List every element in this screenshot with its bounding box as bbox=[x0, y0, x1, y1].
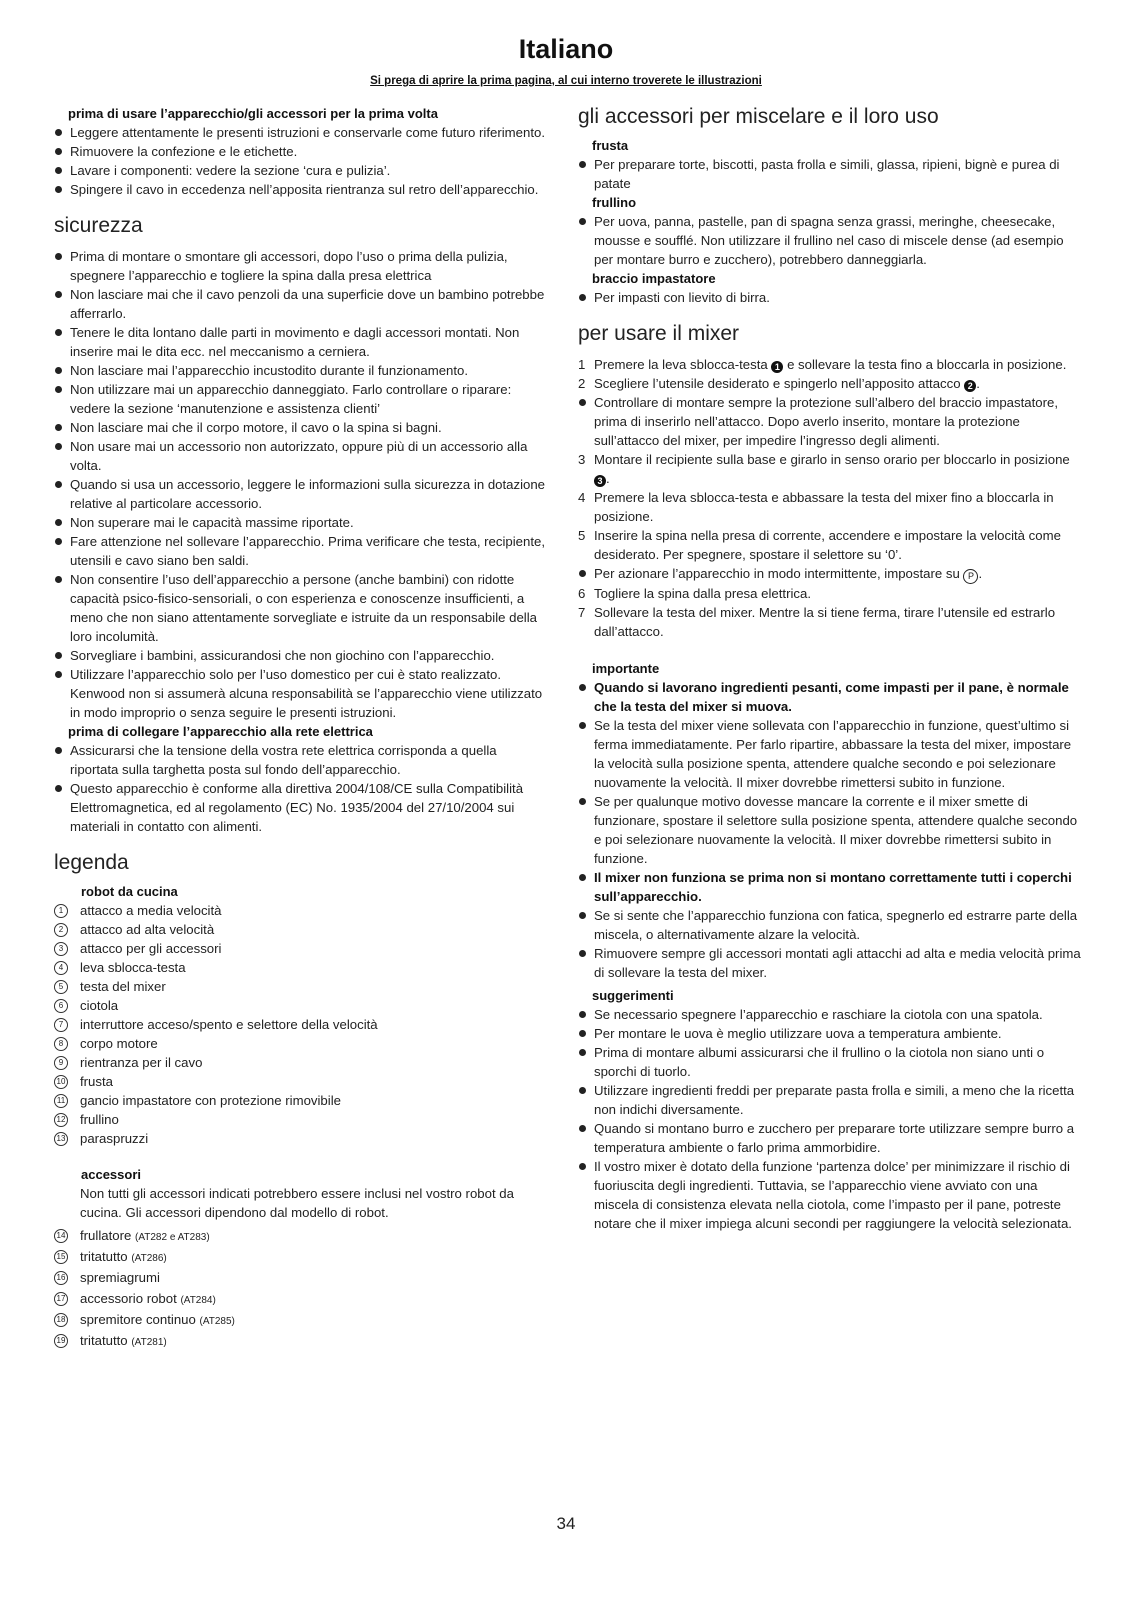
page-subtitle: Si prega di aprire la prima pagina, al cui interno troverete le illustrazioni bbox=[370, 75, 762, 87]
legend-label: paraspruzzi bbox=[80, 1131, 149, 1146]
safety-title: sicurezza bbox=[54, 214, 143, 237]
legend-label: spremitore continuo bbox=[80, 1312, 196, 1327]
step-item bbox=[578, 355, 1082, 374]
before-first-use-list bbox=[54, 123, 546, 199]
legend-label: frullatore bbox=[80, 1228, 132, 1243]
list-item: Non superare mai le capacità massime riportate. bbox=[54, 513, 546, 532]
before-plugging-heading: prima di collegare l’apparecchio alla rete elettrica bbox=[68, 724, 373, 739]
step-text: Premere la leva sblocca-testa e abbassare la testa del mixer fino a bloccarla in posizione. bbox=[594, 490, 1054, 524]
legend-item bbox=[54, 1268, 546, 1289]
list-item: Spingere il cavo in eccedenza nell’apposita rientranza sul retro dell’apparecchio. bbox=[54, 180, 546, 199]
list-item: Per uova, panna, pastelle, pan di spagna senza grassi, meringhe, cheesecake, mousse e soufflé. Non utilizzare il frullino nel caso di miscele dense (ad esempio per montare burro e zucchero), potrebbero danneggiarla. bbox=[578, 212, 1082, 269]
list-item: Tenere le dita lontano dalle parti in movimento e dagli accessori montati. Non inserire mai le dita ecc. nel meccanismo a cerniera. bbox=[54, 323, 546, 361]
list-item: Se si sente che l’apparecchio funziona con fatica, spegnerlo ed estrarre parte della miscela, o alternativamente alzare la velocità. bbox=[578, 906, 1082, 944]
legend-item bbox=[54, 1091, 546, 1110]
legend-label: accessorio robot bbox=[80, 1291, 177, 1306]
number-badge: 12 bbox=[54, 1113, 68, 1127]
step-item bbox=[578, 374, 1082, 393]
dough-hook-heading: braccio impastatore bbox=[592, 271, 716, 286]
step-number: 2 bbox=[578, 376, 586, 391]
step-item bbox=[578, 488, 1082, 526]
use-steps bbox=[578, 355, 1082, 641]
number-badge: 7 bbox=[54, 1018, 68, 1032]
list-item: Non utilizzare mai un apparecchio danneggiato. Farlo controllare o riparare: vedere la sezione ‘manutenzione e assistenza clienti’ bbox=[54, 380, 546, 418]
accessories-note: Non tutti gli accessori indicati potrebbero essere inclusi nel vostro robot da cucina. Gli accessori dipendono dal modello di robot. bbox=[80, 1186, 514, 1220]
list-item: Questo apparecchio è conforme alla direttiva 2004/108/CE sulla Compatibilità Elettromagnetica, ed al regolamento (EC) No. 1935/2004 del 27/10/2004 sui materiali in contatto con alimenti. bbox=[54, 779, 546, 836]
legend-label: attacco per gli accessori bbox=[80, 941, 222, 956]
step-text: Inserire la spina nella presa di corrente, accendere e impostare la velocità come desiderato. Per spegnere, spostare il selettore su ‘0’. bbox=[594, 528, 1061, 562]
list-item: Assicurarsi che la tensione della vostra rete elettrica corrisponda a quella riportata sulla targhetta posta sul fondo dell’apparecchio. bbox=[54, 741, 546, 779]
number-badge: 14 bbox=[54, 1229, 68, 1243]
legend-label: tritatutto bbox=[80, 1333, 128, 1348]
legend-label: frullino bbox=[80, 1112, 119, 1127]
legend-label: corpo motore bbox=[80, 1036, 158, 1051]
pulse-setting-icon: P bbox=[963, 569, 978, 584]
legend-item bbox=[54, 1247, 546, 1268]
step-text: Togliere la spina dalla presa elettrica. bbox=[594, 586, 811, 601]
list-item: Fare attenzione nel sollevare l’apparecchio. Prima verificare che testa, recipiente, utensili e cavo siano ben saldi. bbox=[54, 532, 546, 570]
before-first-use-heading: prima di usare l’apparecchio/gli accessori per la prima volta bbox=[68, 106, 438, 121]
legend-title: legenda bbox=[54, 851, 129, 874]
step-text: . bbox=[978, 566, 983, 581]
list-item: Quando si lavorano ingredienti pesanti, come impasti per il pane, è normale che la testa del mixer si muova. bbox=[578, 678, 1082, 716]
figure-badge: 2 bbox=[964, 380, 976, 392]
legend-list bbox=[54, 901, 546, 1148]
page-title: Italiano bbox=[518, 34, 614, 64]
bullet-icon bbox=[579, 399, 586, 406]
step-item bbox=[578, 584, 1082, 603]
legend-item bbox=[54, 1053, 546, 1072]
legend-item bbox=[54, 1129, 546, 1148]
list-item: Se per qualunque motivo dovesse mancare la corrente e il mixer smette di funzionare, spostare il selettore sulla posizione spenta, attendere qualche secondo e poi selezionare nuovamente la velocità. Il mixer dovrebbe rimettersi subito in funzione. bbox=[578, 792, 1082, 868]
legend-item bbox=[54, 1226, 546, 1247]
legend-label: spremiagrumi bbox=[80, 1270, 160, 1285]
list-item: Quando si montano burro e zucchero per preparare torte utilizzare sempre burro a temperatura ambiente o farlo prima ammorbidire. bbox=[578, 1119, 1082, 1157]
figure-badge: 1 bbox=[771, 361, 783, 373]
list-item: Utilizzare ingredienti freddi per preparate pasta frolla e simili, a meno che la ricetta non indichi diversamente. bbox=[578, 1081, 1082, 1119]
list-item: Se necessario spegnere l’apparecchio e raschiare la ciotola con una spatola. bbox=[578, 1005, 1082, 1024]
step-text: . bbox=[976, 376, 980, 391]
list-item: Sorvegliare i bambini, assicurandosi che non giochino con l’apparecchio. bbox=[54, 646, 546, 665]
legend-label: interruttore acceso/spento e selettore della velocità bbox=[80, 1017, 378, 1032]
before-plugging-list bbox=[54, 741, 546, 836]
number-badge: 1 bbox=[54, 904, 68, 918]
legend-label: attacco ad alta velocità bbox=[80, 922, 215, 937]
step-text: Montare il recipiente sulla base e girarlo in senso orario per bloccarlo in posizione bbox=[594, 452, 1070, 467]
list-item: Utilizzare l’apparecchio solo per l’uso domestico per cui è stato realizzato. Kenwood non si assumerà alcuna responsabilità se l’apparecchio viene utilizzato in modo improprio o senza seguire le presenti istruzioni. bbox=[54, 665, 546, 722]
step-bullet bbox=[578, 393, 1082, 450]
legend-item bbox=[54, 996, 546, 1015]
step-text: Scegliere l’utensile desiderato e spingerlo nell’apposito attacco bbox=[594, 376, 961, 391]
number-badge: 3 bbox=[54, 942, 68, 956]
list-item: Per impasti con lievito di birra. bbox=[578, 288, 1082, 307]
right-column bbox=[578, 104, 1082, 1233]
number-badge: 11 bbox=[54, 1094, 68, 1108]
legend-item bbox=[54, 1331, 546, 1352]
legend-item bbox=[54, 920, 546, 939]
step-number: 4 bbox=[578, 490, 586, 505]
accessories-heading: accessori bbox=[81, 1167, 141, 1182]
mixing-title: gli accessori per miscelare e il loro uso bbox=[578, 105, 939, 128]
whisk-heading: frusta bbox=[592, 138, 629, 153]
legend-item bbox=[54, 977, 546, 996]
beater-heading: frullino bbox=[592, 195, 637, 210]
legend-label: tritatutto bbox=[80, 1249, 128, 1264]
list-item: Prima di montare o smontare gli accessori, dopo l’uso o prima della pulizia, spegnere l’apparecchio e togliere la spina dalla presa elettrica bbox=[54, 247, 546, 285]
list-item: Non usare mai un accessorio non autorizzato, oppure più di un accessorio alla volta. bbox=[54, 437, 546, 475]
legend-item bbox=[54, 1015, 546, 1034]
step-item bbox=[578, 526, 1082, 564]
whisk-list bbox=[578, 155, 1082, 193]
list-item: Rimuovere la confezione e le etichette. bbox=[54, 142, 546, 161]
step-text: Per azionare l’apparecchio in modo intermittente, impostare su bbox=[594, 566, 960, 581]
step-number: 5 bbox=[578, 528, 586, 543]
list-item: Per preparare torte, biscotti, pasta frolla e simili, glassa, ripieni, bignè e purea di patate bbox=[578, 155, 1082, 193]
legend-label: attacco a media velocità bbox=[80, 903, 222, 918]
step-text: e sollevare la testa fino a bloccarla in posizione. bbox=[787, 357, 1067, 372]
step-text: Premere la leva sblocca-testa bbox=[594, 357, 768, 372]
list-item: Il vostro mixer è dotato della funzione ‘partenza dolce’ per minimizzare il rischio di fuoriuscita degli ingredienti. Tuttavia, se l’apparecchio viene avviato con una miscela di consistenza elevata nella ciotola, come l’impasto per il pane, potreste notare che il mixer impiega alcuni secondi per raggiungere la velocità selezionata. bbox=[578, 1157, 1082, 1233]
figure-badge: 3 bbox=[594, 475, 606, 487]
legend-item bbox=[54, 958, 546, 977]
model-code: (AT286) bbox=[131, 1253, 167, 1264]
list-item: Lavare i componenti: vedere la sezione ‘cura e pulizia’. bbox=[54, 161, 546, 180]
step-number: 3 bbox=[578, 452, 586, 467]
list-item: Non lasciare mai che il corpo motore, il cavo o la spina si bagni. bbox=[54, 418, 546, 437]
model-code: (AT284) bbox=[180, 1295, 216, 1306]
tips-heading: suggerimenti bbox=[592, 988, 674, 1003]
list-item: Il mixer non funziona se prima non si montano correttamente tutti i coperchi sull’apparecchio. bbox=[578, 868, 1082, 906]
number-badge: 9 bbox=[54, 1056, 68, 1070]
model-code: (AT281) bbox=[131, 1337, 167, 1348]
list-item: Rimuovere sempre gli accessori montati agli attacchi ad alta e media velocità prima di sollevare la testa del mixer. bbox=[578, 944, 1082, 982]
safety-list bbox=[54, 247, 546, 722]
legend-item bbox=[54, 1072, 546, 1091]
robot-heading: robot da cucina bbox=[81, 884, 178, 899]
legend-item bbox=[54, 901, 546, 920]
important-heading: importante bbox=[592, 661, 660, 676]
legend-label: rientranza per il cavo bbox=[80, 1055, 203, 1070]
legend-label: gancio impastatore con protezione rimovibile bbox=[80, 1093, 341, 1108]
number-badge: 13 bbox=[54, 1132, 68, 1146]
list-item: Per montare le uova è meglio utilizzare uova a temperatura ambiente. bbox=[578, 1024, 1082, 1043]
accessories-list bbox=[54, 1226, 546, 1352]
number-badge: 19 bbox=[54, 1334, 68, 1348]
number-badge: 8 bbox=[54, 1037, 68, 1051]
page-number: 34 bbox=[556, 1514, 576, 1533]
number-badge: 10 bbox=[54, 1075, 68, 1089]
beater-list bbox=[578, 212, 1082, 269]
legend-label: frusta bbox=[80, 1074, 113, 1089]
number-badge: 18 bbox=[54, 1313, 68, 1327]
step-item bbox=[578, 450, 1082, 488]
list-item: Quando si usa un accessorio, leggere le informazioni sulla sicurezza in dotazione relative al particolare accessorio. bbox=[54, 475, 546, 513]
step-text: . bbox=[606, 471, 610, 486]
number-badge: 15 bbox=[54, 1250, 68, 1264]
left-column bbox=[54, 104, 546, 1352]
number-badge: 16 bbox=[54, 1271, 68, 1285]
dough-hook-list bbox=[578, 288, 1082, 307]
legend-label: leva sblocca-testa bbox=[80, 960, 186, 975]
list-item: Se la testa del mixer viene sollevata con l’apparecchio in funzione, quest’ultimo si ferma immediatamente. Per farlo ripartire, abbassare la testa del mixer, impostare la velocità sulla posizione spenta, attendere qualche secondo e poi selezionare nuovamente la velocità. Il mixer dovrebbe rimettersi subito in funzione. bbox=[578, 716, 1082, 792]
model-code: (AT285) bbox=[199, 1316, 235, 1327]
legend-item bbox=[54, 1310, 546, 1331]
step-number: 7 bbox=[578, 605, 586, 620]
step-bullet bbox=[578, 564, 1082, 584]
step-number: 6 bbox=[578, 586, 586, 601]
legend-item bbox=[54, 939, 546, 958]
list-item: Non lasciare mai che il cavo penzoli da una superficie dove un bambino potrebbe afferrarlo. bbox=[54, 285, 546, 323]
number-badge: 4 bbox=[54, 961, 68, 975]
legend-item bbox=[54, 1289, 546, 1310]
use-title: per usare il mixer bbox=[578, 322, 740, 345]
list-item: Non consentire l’uso dell’apparecchio a persone (anche bambini) con ridotte capacità psico-fisico-sensoriali, o con esperienza e conoscenze insufficienti, a meno che non siano attentamente sorvegliate e istruite da un responsabile della loro incolumità. bbox=[54, 570, 546, 646]
number-badge: 5 bbox=[54, 980, 68, 994]
list-item: Non lasciare mai l’apparecchio incustodito durante il funzionamento. bbox=[54, 361, 546, 380]
step-number: 1 bbox=[578, 357, 586, 372]
legend-item bbox=[54, 1034, 546, 1053]
number-badge: 6 bbox=[54, 999, 68, 1013]
bullet-icon bbox=[579, 570, 586, 577]
step-item bbox=[578, 603, 1082, 641]
list-item: Prima di montare albumi assicurarsi che il frullino o la ciotola non siano unti o sporchi di tuorlo. bbox=[578, 1043, 1082, 1081]
important-list bbox=[578, 678, 1082, 982]
number-badge: 2 bbox=[54, 923, 68, 937]
legend-label: testa del mixer bbox=[80, 979, 166, 994]
legend-label: ciotola bbox=[80, 998, 119, 1013]
legend-item bbox=[54, 1110, 546, 1129]
tips-list bbox=[578, 1005, 1082, 1233]
number-badge: 17 bbox=[54, 1292, 68, 1306]
step-text: Sollevare la testa del mixer. Mentre la si tiene ferma, tirare l’utensile ed estrarlo dall’attacco. bbox=[594, 605, 1056, 639]
step-text: Controllare di montare sempre la protezione sull’albero del braccio impastatore, prima di inserirlo nell’attacco. Dopo averlo inserito, montare la protezione sull’attacco del mixer, per impedire l’ingresso degli alimenti. bbox=[594, 395, 1058, 448]
model-code: (AT282 e AT283) bbox=[134, 1232, 210, 1243]
list-item: Leggere attentamente le presenti istruzioni e conservarle come futuro riferimento. bbox=[54, 123, 546, 142]
